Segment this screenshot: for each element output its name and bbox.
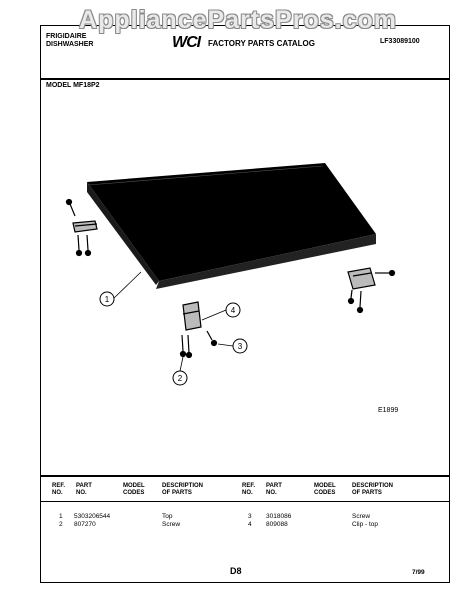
description-header: OF PARTS	[352, 490, 382, 496]
callout-leaders	[113, 272, 233, 371]
screw-icon	[181, 335, 186, 357]
model-header: MODEL	[314, 483, 336, 489]
model-label: MODEL MF18P2	[46, 82, 100, 89]
part-number-cell: 809088	[266, 521, 288, 528]
exploded-parts-diagram	[40, 95, 450, 435]
callout-2	[173, 371, 187, 385]
watermark: AppliancePartsPros.com	[79, 6, 397, 34]
screw-icon	[86, 235, 91, 256]
ref-header: NO.	[52, 490, 63, 496]
description-cell: Clip - top	[352, 521, 379, 528]
catalog-title: FACTORY PARTS CATALOG	[208, 39, 315, 48]
ref-header: REF.	[242, 483, 256, 489]
wci-logo: WCI	[172, 34, 201, 51]
description-header: DESCRIPTION	[162, 483, 204, 489]
ref-cell: 1	[59, 513, 63, 520]
description-header: OF PARTS	[162, 490, 192, 496]
screw-icon	[77, 235, 82, 256]
description-cell: Screw	[162, 521, 181, 528]
left-hinge-assembly	[67, 200, 98, 256]
screw-icon	[207, 331, 217, 346]
screw-icon	[187, 335, 192, 358]
ref-cell: 3	[248, 513, 252, 520]
page-number: D8	[230, 566, 242, 576]
brand-line-2: DISHWASHER	[46, 41, 94, 48]
brand-line-1: FRIGIDAIRE	[46, 33, 87, 40]
ref-cell: 2	[59, 521, 63, 528]
top-clip-assembly	[181, 302, 217, 358]
figure-id: E1899	[378, 407, 399, 414]
screw-icon	[358, 291, 363, 313]
part-header: NO.	[266, 490, 277, 496]
model-header: CODES	[123, 490, 145, 496]
top-panel-part	[87, 163, 376, 289]
part-number-cell: 5303206544	[74, 513, 111, 520]
screw-icon	[67, 200, 76, 217]
model-header: MODEL	[123, 483, 145, 489]
part-header: NO.	[76, 490, 87, 496]
part-number-cell: 807270	[74, 521, 96, 528]
part-header: PART	[266, 483, 282, 489]
model-header: CODES	[314, 490, 336, 496]
header-rule	[40, 78, 450, 80]
ref-cell: 4	[248, 521, 252, 528]
table-top-rule	[40, 475, 450, 477]
description-cell: Screw	[352, 513, 371, 520]
catalog-number: LF33089100	[380, 38, 420, 45]
part-number-cell: 3018086	[266, 513, 292, 520]
description-header: DESCRIPTION	[352, 483, 394, 489]
svg-text:2: 2	[177, 374, 183, 383]
screw-icon	[375, 271, 395, 276]
callout-1	[100, 292, 114, 306]
callout-3	[233, 339, 247, 353]
svg-text:4: 4	[230, 306, 236, 315]
svg-text:3: 3	[237, 342, 243, 351]
description-cell: Top	[162, 513, 173, 520]
ref-header: NO.	[242, 490, 253, 496]
ref-header: REF.	[52, 483, 66, 489]
table-header-rule	[40, 501, 450, 502]
screw-icon	[349, 290, 354, 304]
part-header: PART	[76, 483, 92, 489]
callout-4	[226, 303, 240, 317]
svg-text:1: 1	[104, 295, 110, 304]
right-hinge-assembly	[348, 268, 395, 313]
revision-date: 7/99	[412, 569, 425, 576]
